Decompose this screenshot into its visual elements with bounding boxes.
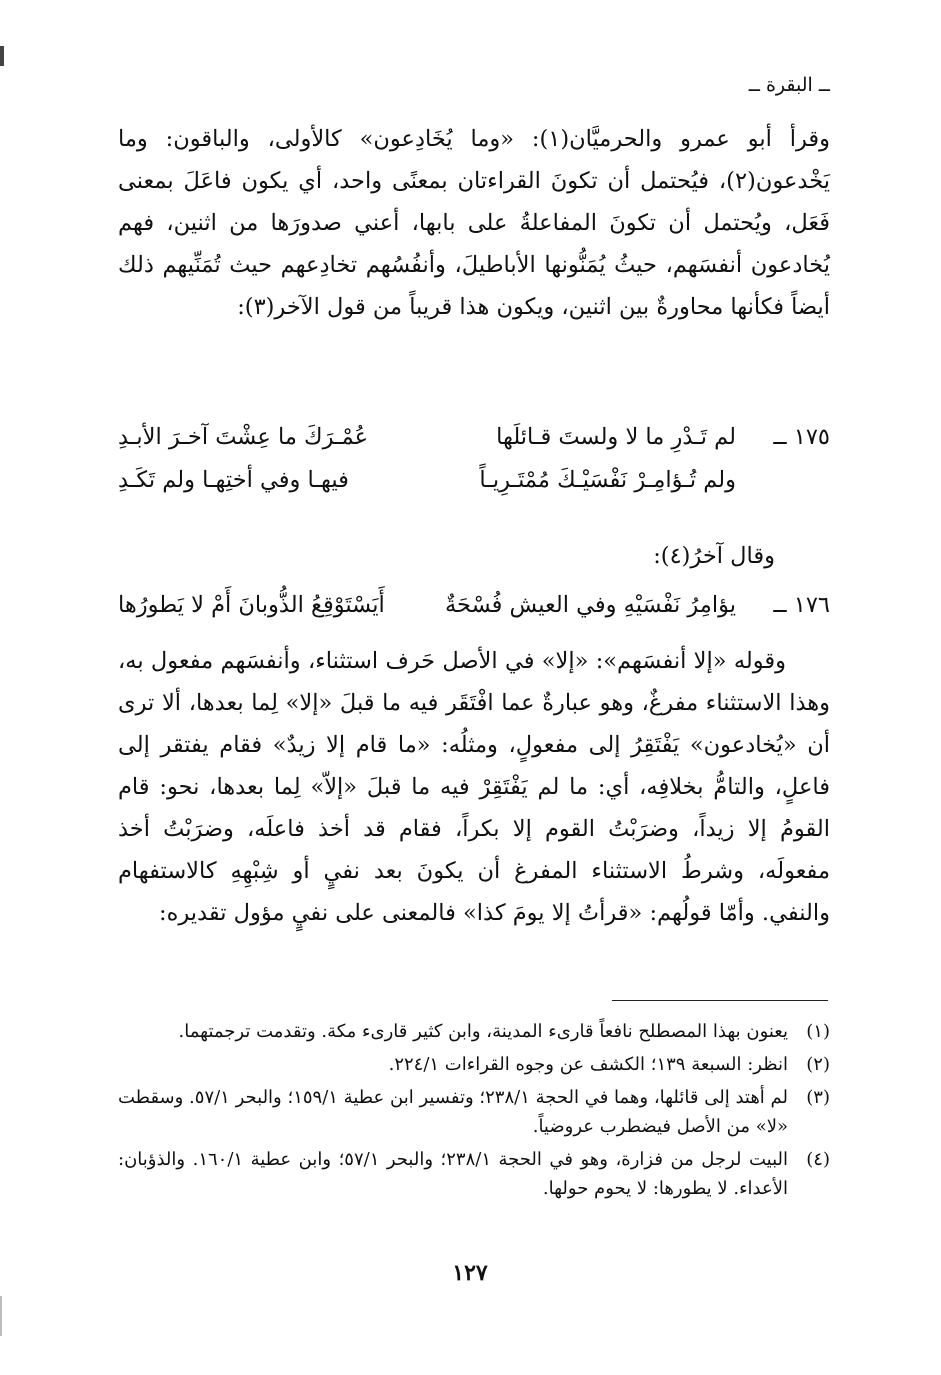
scan-edge-shadow (0, 1296, 2, 1336)
footnote-number: (٢) (806, 1054, 830, 1075)
hemistich-right: لم تَـدْرِ ما لا ولستَ قـائلَها (496, 424, 736, 450)
footnote-text: لم أهتد إلى قائلها، وهما في الحجة ٢٣٨/١؛ وتفسير ابن عطية ١٥٩/١؛ والبحر ٥٧/١. وسقطت «لا» من الأصل فيضطرب عروضياً. (118, 1087, 789, 1137)
page-number: ١٢٧ (452, 1260, 488, 1286)
footnote-number: (٤) (806, 1149, 830, 1170)
footnote (118, 1145, 830, 1203)
footnote-number: (٣) (806, 1087, 830, 1108)
footnote (118, 1017, 830, 1046)
paragraph-1: وقرأ أبو عمرو والحرميَّان(١): «وما يُخَادِعون» كالأولى، والباقون: وما يَخْدعون(٢)، فيُحتمل أن تكونَ القراءتان بمعنًى واحد، أي يكون فاعَلَ بمعنى فَعَل، ويُحتمل أن تكونَ المفاعلةُ على بابها، أعني صدورَها من اثنين، فهم يُخادعون أنفسَهم، حيثُ يُمَنُّونها الأباطيلَ، وأنفُسُهم تخادِعهم حيث تُمَنِّيهم ذلك أيضاً فكأنها محاورةٌ بين اثنين، ويكون هذا قريباً من قول الآخر(٣): (118, 126, 830, 320)
verse-176-intro: وقال آخرُ(٤): (653, 543, 775, 569)
hemistich-right: يؤامِرُ نَفْسَيْهِ وفي العيش فُسْحَةٌ (444, 592, 736, 618)
hemistich-left: أَيَسْتَوْقِعُ الذُّوبانَ أَمْ لا يَطورُها (118, 592, 385, 618)
paragraph-2-text: وقوله «إلا أنفسَهم»: «إلا» في الأصل حَرف استثناء، وأنفسَهم مفعول به، وهذا الاستثناء مفرغٌ، وهو عبارةٌ عما افْتَقَر فيه ما قبلَ «إلا» لِما بعدها، ألا ترى أن «يُخادعون» يَفْتَقِرُ إلى مفعولٍ، ومثلُه: «ما قام إلا زيدٌ» فقام يفتقر إلى فاعلٍ، والتامُّ بخلافِه، أي: ما لم يَفْتَقِرْ فيه ما قبلَ «إلاّ» لِما بعدها، نحو: قام القومُ إلا زيداً، وضرَبْتُ القوم إلا بكراً، فقام قد أخذ فاعلَه، وضرَبْتُ أخذ مفعولَه، وشرطُ الاستثناء المفرغ أن يكونَ بعد نفيٍ أو شِبْهِهِ كالاستفهام والنفي. وأمّا قولُهم: «قرأتُ إلا يومَ كذا» فالمعنى على نفيٍ مؤول تقديره: (118, 648, 830, 926)
verse-175-line-2 (118, 467, 830, 507)
footnote (118, 1050, 830, 1079)
footnote-number: (١) (806, 1021, 830, 1042)
footnote-text: البيت لرجل من فزارة، وهو في الحجة ٢٣٨/١؛ والبحر ٥٧/١؛ وابن عطية ١٦٠/١. والذؤبان: الأعداء. لا يطورها: لا يحوم حولها. (118, 1149, 788, 1199)
footnote-text: يعنون بهذا المصطلح نافعاً قارىء المدينة، وابن كثير قارىء مكة. وتقدمت ترجمتهما. (178, 1021, 788, 1042)
hemistich-left: عُمْـرَكَ ما عِشْتَ آخـرَ الأبـدِ (118, 424, 369, 450)
verse-176 (118, 592, 830, 632)
hemistich-left: فيهـا وفي أختِهـا ولم تَكَـدِ (118, 467, 349, 493)
verse-number: ١٧٥ ــ (773, 424, 830, 450)
footnote-separator (612, 1000, 828, 1001)
paragraph-2 (118, 640, 830, 934)
scan-edge-mark (0, 46, 4, 66)
footnote (118, 1083, 830, 1141)
hemistich-right: ولم تُـؤامِـرْ نَفْسَيْـكَ مُمْتَـرِيـاً (479, 467, 736, 493)
footnote-text: انظر: السبعة ١٣٩؛ الكشف عن وجوه القراءات ٢٢٤/١. (388, 1054, 788, 1075)
running-header: ــ البقرة ــ (748, 74, 830, 96)
verse-175-line-1 (118, 424, 830, 464)
footnotes (118, 1017, 830, 1207)
verse-number: ١٧٦ ــ (773, 592, 830, 618)
